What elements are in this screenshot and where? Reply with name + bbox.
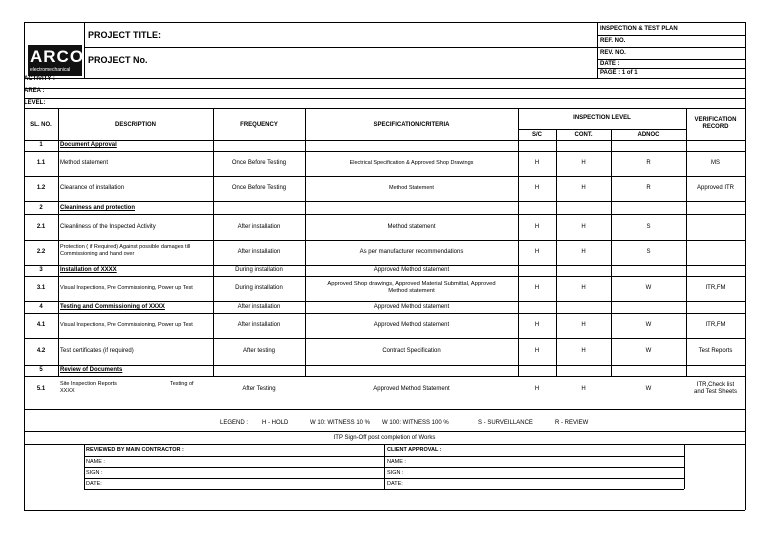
col-inspection-level: INSPECTION LEVEL — [573, 115, 631, 121]
row-spec: Contract Specification — [382, 348, 441, 354]
row-cont: H — [581, 386, 586, 392]
row-sc: H — [534, 322, 540, 328]
section-number: 3 — [39, 267, 43, 273]
row-number: 1.1 — [36, 160, 46, 166]
legend-witness-10: W 10: WITNESS 10 % — [310, 420, 371, 426]
row-record: Test Reports — [698, 348, 733, 354]
rev-no-label: REV. NO. — [600, 50, 626, 56]
row-cont: H — [581, 185, 586, 191]
row-cont: H — [581, 285, 586, 291]
client-name-field[interactable]: NAME : — [387, 459, 406, 465]
col-sl-no: SL. NO. — [30, 122, 52, 128]
row-spec: Approved Method Statement — [373, 386, 450, 392]
row-spec: Method Statement — [389, 185, 434, 191]
row-frequency: Once Before Testing — [231, 185, 287, 191]
contractor-date-field[interactable]: DATE: — [86, 481, 102, 487]
client-sign-field[interactable]: SIGN : — [387, 470, 404, 476]
row-adnoc: W — [645, 386, 652, 392]
row-sc: H — [534, 348, 540, 354]
area-label: AREA : — [24, 88, 45, 94]
row-record-line2: and Test Sheets — [694, 389, 737, 395]
row-description: Test certificates (if required) — [60, 348, 134, 354]
project-title-label: PROJECT TITLE: — [88, 30, 162, 40]
row-description-line2: Commissioning and hand over — [60, 251, 135, 257]
legend-surveillance: S - SURVEILLANCE — [478, 420, 533, 426]
row-description: Method statement — [60, 160, 109, 166]
row-number: 3.1 — [36, 285, 46, 291]
row-adnoc: S — [646, 224, 651, 230]
row-spec: Method statement — [387, 224, 436, 230]
row-record: MS — [711, 160, 720, 166]
section-title: Cleaniness and protection — [60, 205, 136, 211]
row-adnoc: S — [646, 249, 651, 255]
section-number: 5 — [39, 367, 43, 373]
row-sc: H — [534, 285, 540, 291]
logo-main-text: ARCO — [30, 47, 85, 66]
legend-witness-100: W 100: WITNESS 100 % — [382, 420, 449, 426]
activity-label: ACTIVITY : — [24, 76, 55, 82]
row-record: ITR,FM — [705, 285, 726, 291]
row-cont: H — [581, 348, 586, 354]
row-number: 1.2 — [36, 185, 46, 191]
section-number: 2 — [39, 205, 43, 211]
row-cont: H — [581, 249, 586, 255]
row-cont: H — [581, 322, 586, 328]
section-spec: Approved Method statement — [373, 304, 450, 310]
row-description: Protection ( if Required) Against possible damages till — [60, 244, 191, 250]
row-number: 2.2 — [36, 249, 46, 255]
date-label: DATE : — [600, 61, 620, 67]
row-frequency: Once Before Testing — [231, 160, 287, 166]
row-frequency: After testing — [242, 348, 275, 354]
row-record: Approved ITR — [696, 185, 735, 191]
row-description-line2: XXXX — [60, 388, 75, 394]
col-sc: S/C — [531, 132, 542, 138]
row-sc: H — [534, 185, 540, 191]
project-no-label: PROJECT No. — [88, 55, 148, 65]
client-date-field[interactable]: DATE: — [387, 481, 403, 487]
col-verification: VERIFICATION — [694, 117, 737, 123]
row-spec: As per manufacturer recommendations — [359, 249, 464, 255]
row-number: 2.1 — [36, 224, 46, 230]
col-specification: SPECIFICATION/CRITERIA — [373, 122, 450, 128]
section-title: Testing and Commissioning of XXXX — [60, 304, 165, 310]
section-frequency: After installation — [237, 304, 281, 310]
row-number: 4.2 — [36, 348, 46, 354]
section-number: 4 — [39, 304, 43, 310]
row-spec: Approved Method statement — [373, 322, 450, 328]
row-spec: Approved Shop drawings, Approved Material Submittal, Approved — [327, 281, 496, 287]
row-frequency: After installation — [237, 224, 281, 230]
row-description-extra: Testing of — [170, 381, 194, 387]
row-frequency: After installation — [237, 249, 281, 255]
ref-no-label: REF. NO. — [600, 38, 626, 44]
section-title: Installation of XXXX — [60, 267, 117, 273]
row-adnoc: W — [645, 348, 652, 354]
row-sc: H — [534, 160, 540, 166]
row-record: ITR,FM — [705, 322, 726, 328]
legend-hold: H - HOLD — [262, 420, 289, 426]
section-frequency: During installation — [235, 267, 283, 273]
row-record: ITR,Check list — [696, 382, 735, 388]
section-number: 1 — [39, 142, 43, 148]
logo-sub-text: electromechanical — [30, 67, 71, 73]
col-description: DESCRIPTION — [114, 122, 156, 128]
itp-title: INSPECTION & TEST PLAN — [600, 26, 678, 32]
contractor-sign-field[interactable]: SIGN : — [86, 470, 103, 476]
section-title: Review of Documents — [60, 367, 123, 373]
legend-review: R - REVIEW — [555, 420, 589, 426]
legend-label: LEGEND : — [220, 420, 249, 426]
company-logo — [28, 45, 85, 76]
row-adnoc: R — [646, 160, 651, 166]
col-frequency: FREQUENCY — [240, 122, 278, 128]
contractor-name-field[interactable]: NAME : — [86, 459, 105, 465]
row-spec-line2: Method statement — [388, 288, 435, 294]
row-sc: H — [534, 249, 540, 255]
row-cont: H — [581, 224, 586, 230]
row-adnoc: R — [646, 185, 651, 191]
row-spec: Electrical Specification & Approved Shop Drawings — [349, 160, 474, 166]
row-adnoc: W — [645, 322, 652, 328]
row-number: 5.1 — [36, 386, 46, 392]
signoff-title: ITP Sign-Off post completion of Works — [333, 435, 436, 441]
row-description: Visual Inspections, Pre Commissioning, Power up Test — [60, 285, 193, 291]
contractor-title: REVIEWED BY MAIN CONTRACTOR : — [86, 447, 184, 453]
row-frequency: After Testing — [242, 386, 276, 392]
page-label: PAGE : 1 of 1 — [600, 70, 638, 76]
col-adnoc: ADNOC — [637, 132, 660, 138]
row-description: Cleanliness of the Inspected Activity — [60, 224, 156, 230]
level-label: LEVEL: — [24, 100, 46, 106]
section-spec: Approved Method statement — [373, 267, 450, 273]
section-title: Document Approval — [60, 142, 117, 148]
row-description: Visual Inspections, Pre Commissioning, Power up Test — [60, 322, 193, 328]
row-adnoc: W — [645, 285, 652, 291]
row-cont: H — [581, 160, 586, 166]
client-title: CLIENT APPROVAL : — [387, 447, 442, 453]
row-number: 4.1 — [36, 322, 46, 328]
row-frequency: During installation — [235, 285, 283, 291]
row-frequency: After installation — [237, 322, 281, 328]
row-sc: H — [534, 224, 540, 230]
col-record: RECORD — [702, 124, 729, 130]
row-description: Site Inspection Reports — [60, 381, 117, 387]
row-sc: H — [534, 386, 540, 392]
row-description: Clearance of installation — [60, 185, 125, 191]
col-cont: CONT. — [574, 132, 593, 138]
